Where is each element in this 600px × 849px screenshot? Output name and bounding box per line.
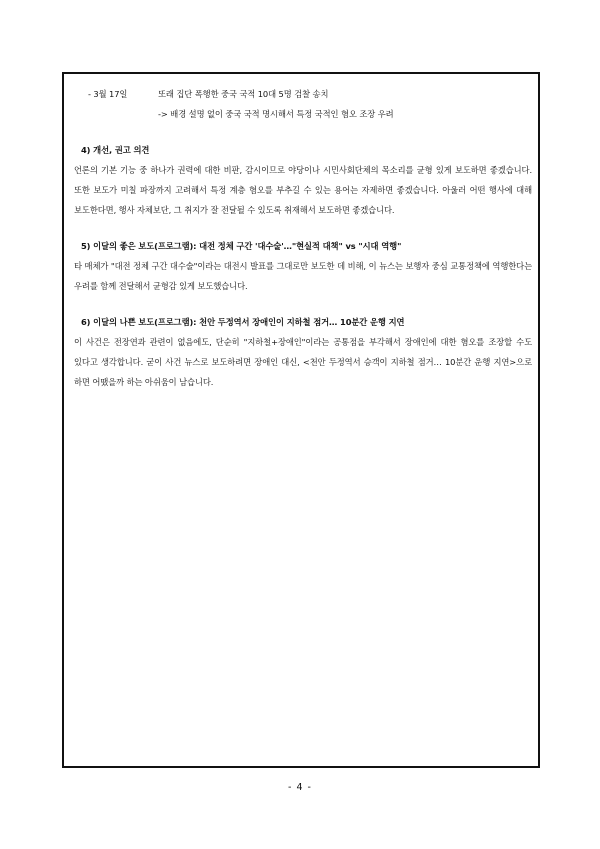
section-body: 언론의 기본 기능 중 하나가 권력에 대한 비판, 감시이므로 야당이나 시민사회단체의 목소리를 균형 있게 보도하면 좋겠습니다. 또한 보도가 미칠 파장까지 고려해서 특정 계층 혐오를 부추길 수 있는 용어는 자제하면 좋겠습니다. 아울러 어떤 행사에 대해 보도한다면, 행사 자체보단, 그 취지가 잘 전달될 수 있도록 취재해서 보도하면 좋겠습니다. xyxy=(74,165,532,215)
incident-description: 또래 집단 폭행한 중국 국적 10대 5명 검찰 송치 xyxy=(158,89,329,99)
section-heading: 4) 개선, 권고 의견 xyxy=(81,145,150,155)
section-good-report xyxy=(74,236,532,296)
incident-note: -> 배경 설명 없이 중국 국적 명시해서 특정 국적인 혐오 조장 우려 xyxy=(158,109,394,119)
section-body: 타 매체가 "대전 정체 구간 대수술"이라는 대전시 발표를 그대로만 보도한 데 비해, 이 뉴스는 보행자 중심 교통정책에 역행한다는 우려를 함께 전달해서 균형감 있게 보도했습니다. xyxy=(74,261,532,291)
section-recommendations xyxy=(74,140,532,220)
section-heading: 6) 이달의 나쁜 보도(프로그램): 천안 두정역서 장애인이 지하철 점거… 10분간 운행 지연 xyxy=(81,317,405,327)
section-body: 이 사건은 전장연과 관련이 없음에도, 단순히 "지하철+장애인"이라는 공통점을 부각해서 장애인에 대한 혐오를 조장할 수도 있다고 생각합니다. 굳이 사건 뉴스로 보도하려면 장애인 대신, <천안 두정역서 승객이 지하철 점거… 10분간 운행 지연>으로 하면 어땠을까 하는 아쉬움이 남습니다. xyxy=(74,337,532,387)
incident-date: - 3월 17일 xyxy=(88,89,128,99)
page-number: - 4 - xyxy=(288,782,312,793)
document-content xyxy=(74,84,532,392)
incident-item xyxy=(74,84,532,104)
section-heading: 5) 이달의 좋은 보도(프로그램): 대전 정체 구간 '대수술'…"현실적 대책" vs "시대 역행" xyxy=(81,241,402,251)
section-bad-report xyxy=(74,312,532,392)
